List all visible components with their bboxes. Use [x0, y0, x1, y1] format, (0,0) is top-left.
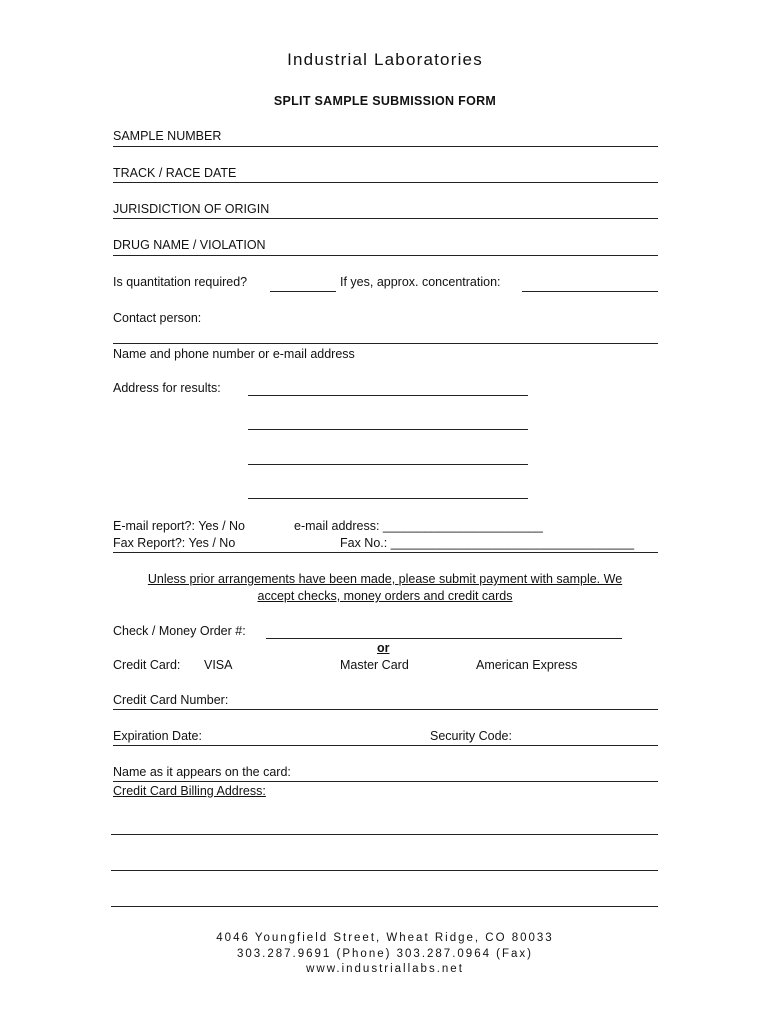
- email-report-label: E-mail report?: Yes / No: [113, 519, 246, 533]
- drug-violation-field[interactable]: [113, 255, 658, 256]
- quantitation-field[interactable]: [270, 291, 336, 292]
- sample-number-label: SAMPLE NUMBER: [113, 129, 222, 143]
- contact-person-field[interactable]: [113, 343, 658, 344]
- credit-card-label: Credit Card:: [113, 658, 181, 672]
- address-results-label: Address for results:: [113, 381, 221, 395]
- address-line-1[interactable]: [248, 395, 528, 396]
- mastercard-option[interactable]: Master Card: [340, 658, 409, 672]
- name-phone-email-label: Name and phone number or e-mail address: [113, 347, 355, 361]
- contact-person-label: Contact person:: [113, 311, 202, 325]
- expiration-label: Expiration Date:: [113, 729, 202, 743]
- section-divider: [113, 552, 658, 553]
- name-on-card-label: Name as it appears on the card:: [113, 765, 291, 779]
- name-on-card-field[interactable]: [113, 781, 658, 782]
- jurisdiction-label: JURISDICTION OF ORIGIN: [113, 202, 270, 216]
- concentration-field[interactable]: [522, 291, 658, 292]
- visa-option[interactable]: VISA: [204, 658, 233, 672]
- sample-number-field[interactable]: [113, 146, 658, 147]
- drug-violation-label: DRUG NAME / VIOLATION: [113, 238, 266, 252]
- payment-notice-line-1: Unless prior arrangements have been made, please submit payment with sample. We: [147, 572, 623, 586]
- fax-no-field[interactable]: Fax No.: ___________________________________: [340, 536, 635, 550]
- track-race-date-field[interactable]: [113, 182, 658, 183]
- card-number-field[interactable]: [113, 709, 658, 710]
- check-money-order-field[interactable]: [266, 638, 622, 639]
- expiration-security-field[interactable]: [113, 745, 658, 746]
- amex-option[interactable]: American Express: [476, 658, 578, 672]
- fax-report-label: Fax Report?: Yes / No: [113, 536, 236, 550]
- billing-address-line-3[interactable]: [111, 906, 658, 907]
- footer-phone: 303.287.9691 (Phone) 303.287.0964 (Fax): [236, 948, 534, 960]
- billing-address-line-2[interactable]: [111, 870, 658, 871]
- payment-notice-line-2: accept checks, money orders and credit cards: [257, 589, 513, 603]
- billing-address-label: Credit Card Billing Address:: [113, 784, 266, 798]
- form-subtitle: SPLIT SAMPLE SUBMISSION FORM: [273, 94, 497, 108]
- address-line-3[interactable]: [248, 464, 528, 465]
- track-race-date-label: TRACK / RACE DATE: [113, 166, 237, 180]
- or-label: or: [377, 641, 390, 655]
- billing-address-line-1[interactable]: [111, 834, 658, 835]
- card-number-label: Credit Card Number:: [113, 693, 229, 707]
- email-address-field[interactable]: e-mail address: _______________________: [294, 519, 543, 533]
- check-money-order-label: Check / Money Order #:: [113, 624, 246, 638]
- jurisdiction-field[interactable]: [113, 218, 658, 219]
- footer-website[interactable]: www.industriallabs.net: [306, 963, 464, 975]
- quantitation-label: Is quantitation required?: [113, 275, 248, 289]
- footer-address: 4046 Youngfield Street, Wheat Ridge, CO 80033: [216, 932, 554, 944]
- page-title: Industrial Laboratories: [287, 50, 483, 69]
- security-code-label: Security Code:: [430, 729, 512, 743]
- address-line-4[interactable]: [248, 498, 528, 499]
- concentration-label: If yes, approx. concentration:: [340, 275, 501, 289]
- address-line-2[interactable]: [248, 429, 528, 430]
